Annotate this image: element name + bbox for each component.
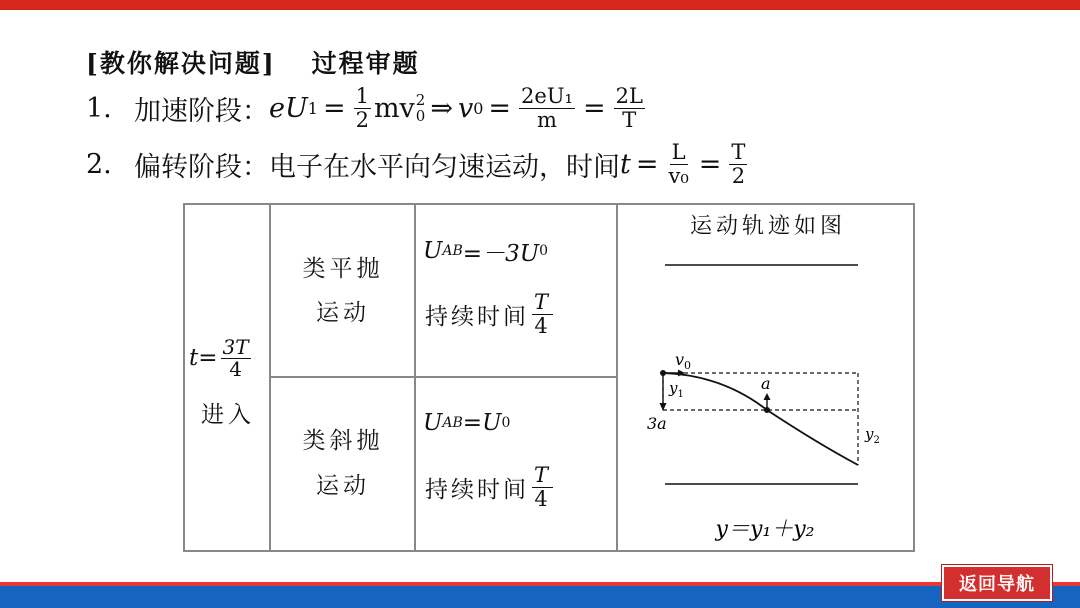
- table-col-divider: [269, 203, 271, 552]
- eq-mv-scripts: [416, 92, 426, 125]
- fraction-denominator: 4: [229, 356, 242, 381]
- fraction-T-2: [729, 141, 747, 186]
- formula-rest: =U: [462, 410, 502, 436]
- eq-mv-sub: 0: [415, 107, 426, 125]
- fraction-2eU1-m: [519, 85, 575, 130]
- fraction-numerator: 3T: [222, 334, 249, 359]
- fraction-denominator: 4: [534, 313, 551, 338]
- bottom-formula: y＝y₁＋y₂: [715, 517, 815, 542]
- step-2-deflection: [86, 134, 750, 194]
- step-label: 加速阶段：: [134, 95, 269, 127]
- fraction-numerator: 2eU₁: [521, 84, 573, 109]
- entry-t: t: [189, 345, 199, 371]
- back-to-navigation-button[interactable]: 返回导航: [942, 565, 1052, 601]
- fraction-denominator: T: [622, 107, 637, 132]
- formula-U-sub: AB: [442, 415, 463, 431]
- label-v0: $v_0$: [675, 350, 692, 372]
- step-1-acceleration: [86, 80, 648, 136]
- table-col-divider: [414, 203, 416, 552]
- fraction-numerator: 2L: [615, 84, 643, 109]
- eq-U: U: [284, 92, 308, 124]
- motion-type-line2: 运动: [316, 300, 370, 326]
- fraction-numerator: T: [731, 140, 746, 165]
- formula-rest-sub: 0: [539, 243, 549, 259]
- label-3a: 3a: [647, 414, 667, 433]
- table-border-left: [183, 203, 185, 552]
- fraction-denominator: 2: [731, 163, 746, 188]
- eq-equals: =: [488, 92, 512, 124]
- formula-rest-sub: 0: [501, 415, 511, 431]
- header-tag: [教你解决问题]: [86, 49, 276, 78]
- bottom-red-stripe: [0, 582, 1080, 586]
- fraction-half: [354, 85, 371, 130]
- fraction-L-v0: [666, 141, 690, 186]
- eq-U-sub: 1: [307, 98, 318, 118]
- fraction-numerator: L: [671, 140, 686, 165]
- bottom-accent-bar: [0, 586, 1080, 608]
- eq-equals: =: [322, 92, 346, 124]
- formula-rest: =－3U: [462, 240, 540, 267]
- motion-analysis-table: [183, 203, 915, 552]
- entry-label: 进入: [201, 402, 255, 428]
- label-y1: $y_1$: [669, 379, 684, 400]
- fraction-T-4: [532, 464, 553, 509]
- duration-label: 持续时间: [425, 476, 529, 503]
- step-label: 偏转阶段：: [134, 151, 269, 183]
- fraction-numerator: 1: [355, 84, 369, 109]
- accel-a-arrowhead: [764, 393, 771, 400]
- voltage-formula: [423, 403, 510, 443]
- formula-U: U: [423, 410, 443, 436]
- label-a: a: [761, 374, 771, 393]
- duration-label: 持续时间: [425, 303, 529, 330]
- eq-equals: =: [635, 148, 659, 180]
- motion-type-line2: 运动: [316, 473, 370, 499]
- eq-mv: mv: [373, 92, 415, 124]
- fraction-denominator: v₀: [668, 163, 689, 188]
- eq-v: v: [457, 92, 474, 124]
- eq-v-sub: 0: [473, 98, 484, 118]
- header-title: 过程审题: [311, 49, 420, 78]
- implies-arrow: ⇒: [430, 92, 453, 124]
- table-row-divider: [269, 376, 616, 378]
- eq-e: e: [269, 92, 285, 124]
- duration: [425, 456, 556, 518]
- eq-mv-sup: 2: [415, 90, 426, 109]
- diagram-title: 运动轨迹如图: [689, 214, 846, 239]
- motion-type-line1: 类斜抛: [302, 428, 384, 454]
- step-number: 2.: [86, 148, 112, 180]
- formula-U-sub: AB: [442, 243, 463, 259]
- eq-t: t: [620, 148, 631, 180]
- top-accent-bar: [0, 0, 1080, 10]
- entry-equals: =: [198, 345, 218, 371]
- fraction-denominator: m: [537, 107, 557, 132]
- fraction-denominator: 4: [534, 486, 551, 511]
- step-text: 电子在水平向匀速运动，时间: [269, 151, 620, 183]
- eq-equals: =: [582, 92, 606, 124]
- entry-time: [189, 328, 254, 388]
- trajectory-diagram: [617, 203, 913, 552]
- table-border-right: [913, 203, 915, 552]
- voltage-formula: [423, 231, 548, 271]
- fraction-T-4: [532, 291, 553, 336]
- formula-U: U: [423, 238, 443, 264]
- fraction-numerator: T: [534, 290, 552, 315]
- label-y2: $y_2$: [865, 425, 880, 446]
- fraction-numerator: T: [534, 463, 552, 488]
- fraction-2L-T: [614, 85, 645, 130]
- eq-equals: =: [698, 148, 722, 180]
- fraction-3T-4: [221, 334, 251, 381]
- fraction-denominator: 2: [355, 107, 369, 132]
- section-header: [86, 44, 420, 80]
- step-number: 1.: [86, 92, 112, 124]
- duration: [425, 283, 556, 345]
- motion-type-line1: 类平抛: [302, 256, 384, 282]
